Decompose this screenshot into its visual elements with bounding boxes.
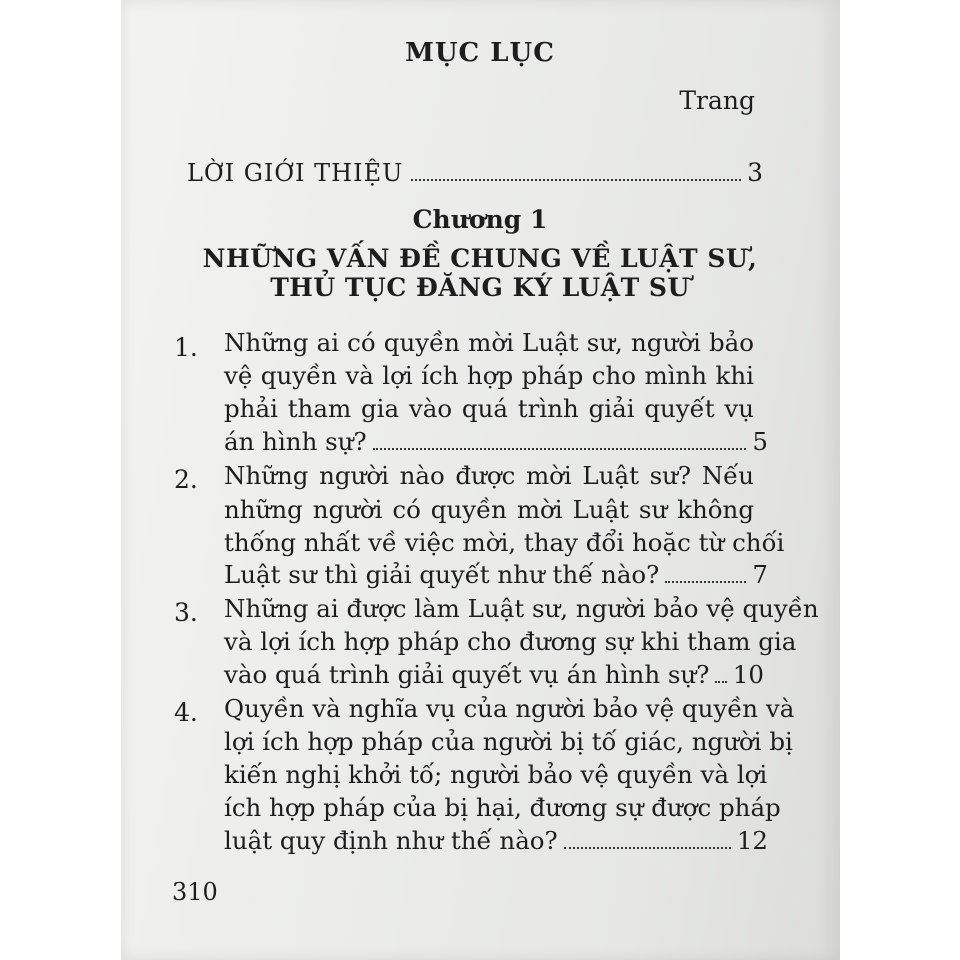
toc-item-page: 5 — [752, 427, 768, 456]
toc-item-last-line — [224, 660, 764, 689]
toc-item-page: 7 — [752, 560, 768, 589]
toc-item-page: 12 — [736, 826, 768, 855]
dot-leader — [665, 580, 746, 583]
chapter-title-line-1: NHỮNG VẤN ĐỀ CHUNG VỀ LUẬT SƯ, — [202, 244, 758, 273]
toc-item-last-line — [224, 826, 768, 855]
toc-item-line: những người có quyền mời Luật sư không — [224, 495, 754, 524]
toc-entry-intro — [187, 158, 764, 187]
toc-item-line: và lợi ích hợp pháp cho đương sự khi tham gia — [224, 627, 797, 656]
toc-item-last-line — [224, 560, 768, 589]
toc-entry-intro-page: 3 — [747, 158, 764, 187]
page-number: 310 — [172, 878, 218, 906]
toc-item-number: 4. — [174, 698, 198, 727]
toc-item-line: lợi ích hợp pháp của người bị tố giác, người bị — [224, 727, 793, 756]
dot-leader — [564, 846, 731, 849]
toc-item-page: 10 — [732, 660, 764, 689]
toc-item-number: 2. — [174, 465, 198, 494]
dot-leader — [411, 178, 741, 181]
toc-item-last-text: vào quá trình giải quyết vụ án hình sự? — [224, 660, 710, 689]
chapter-label: Chương 1 — [412, 205, 548, 234]
toc-entry-intro-text: LỜI GIỚI THIỆU — [187, 159, 404, 187]
toc-item-last-text: luật quy định như thế nào? — [224, 826, 558, 855]
toc-item-line: Những ai có quyền mời Luật sư, người bảo — [224, 328, 754, 357]
toc-item-line: thống nhất về việc mời, thay đổi hoặc từ chối — [224, 528, 785, 557]
toc-item-line: Quyền và nghĩa vụ của người bảo vệ quyền và — [224, 694, 795, 723]
toc-item-last-text: Luật sư thì giải quyết như thế nào? — [224, 560, 660, 589]
chapter-title-line-2: THỦ TỤC ĐĂNG KÝ LUẬT SƯ — [270, 273, 690, 302]
toc-item-line: ích hợp pháp của bị hại, đương sự được pháp — [224, 793, 781, 822]
page-heading: MỤC LỤC — [405, 38, 555, 68]
toc-item-line: phải tham gia vào quá trình giải quyết vụ — [224, 394, 754, 423]
page-column-label: Trang — [679, 86, 755, 115]
toc-item-number: 3. — [174, 598, 198, 627]
toc-item-line: kiến nghị khởi tố; người bảo vệ quyền và lợi — [224, 760, 768, 789]
toc-item-line: vệ quyền và lợi ích hợp pháp cho mình khi — [224, 361, 754, 390]
dot-leader — [373, 447, 747, 450]
toc-item-line: Những người nào được mời Luật sư? Nếu — [224, 461, 754, 490]
toc-item-line: Những ai được làm Luật sư, người bảo vệ quyền — [224, 594, 819, 623]
toc-item-number: 1. — [174, 333, 198, 362]
toc-item-last-line — [224, 427, 768, 456]
dot-leader — [715, 680, 726, 683]
toc-item-last-text: án hình sự? — [224, 427, 367, 456]
